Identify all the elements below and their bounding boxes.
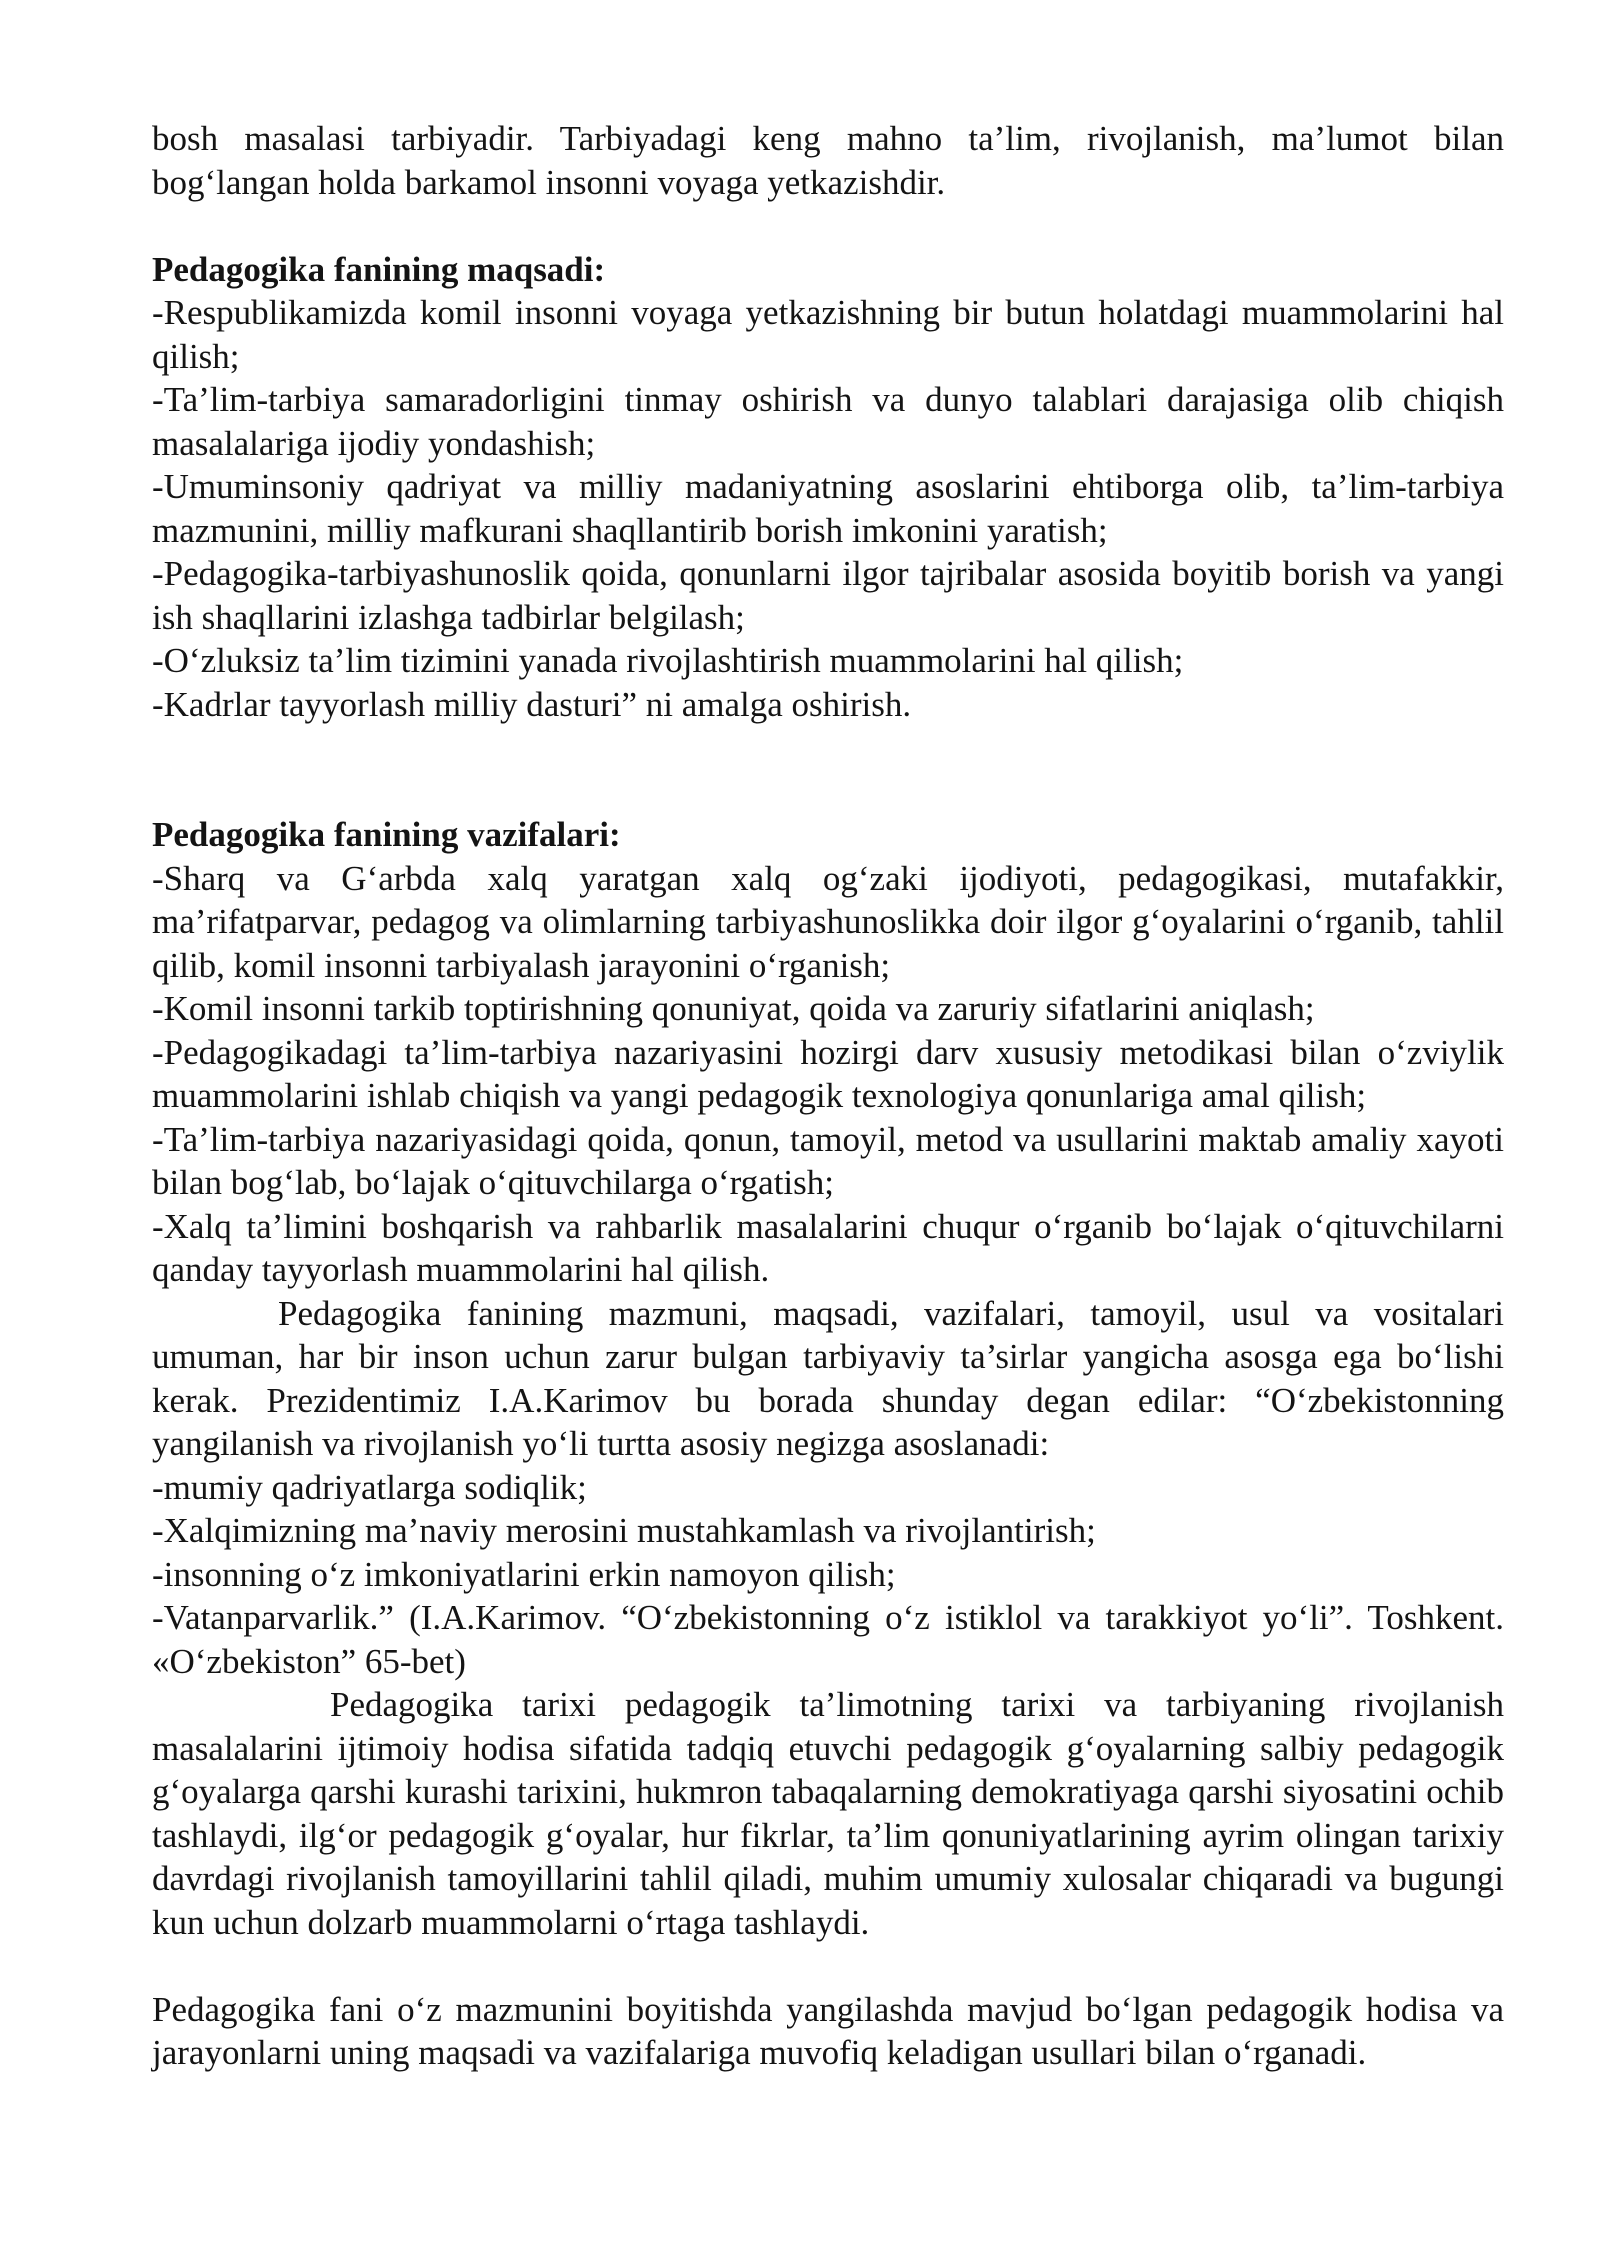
final-paragraph: Pedagogika fani o‘z mazmunini boyitishda yangilashda mavjud bo‘lgan pedagogik hodisa va jarayonlarni uning maqsadi va vazifalariga muvofiq keladigan usullari bilan o‘rganadi. bbox=[152, 1989, 1504, 2072]
goal-item: -Pedagogika-tarbiyashunoslik qoida, qonunlarni ilgor tajribalar asosida boyitib borish va yangi ish shaqllarini izlashga tadbirlar belgilash; bbox=[152, 554, 1504, 637]
foundation-item: -mumiy qadriyatlarga sodiqlik; bbox=[152, 1467, 587, 1507]
spacer bbox=[152, 1944, 1504, 1988]
spacer bbox=[152, 204, 1504, 248]
task-item: -Pedagogikadagi ta’lim-tarbiya nazariyasini hozirgi darv xususiy metodikasi bilan o‘zviylik muammolarini ishlab chiqish va yangi pedagogik texnologiya qonunlariga amal qilish; bbox=[152, 1032, 1504, 1115]
tasks-section bbox=[152, 813, 1504, 1292]
content-paragraph: Pedagogika fanining mazmuni, maqsadi, vazifalari, tamoyil, usul va vositalari umuman, har bir inson uchun zarur bulgan tarbiyaviy ta’sirlar yangicha asosga ega bo‘lishi kerak. Prezidentimiz I.A.Karimov bu borada shunday degan edilar: “O‘zbekistonning yangilanish va rivojlanish yo‘li turtta asosiy negizga asoslanadi: bbox=[152, 1293, 1504, 1463]
goal-item: -Kadrlar tayyorlash milliy dasturi” ni amalga oshirish. bbox=[152, 684, 912, 724]
goals-heading: Pedagogika fanining maqsadi: bbox=[152, 249, 606, 289]
goals-section bbox=[152, 248, 1504, 727]
task-item: -Ta’lim-tarbiya nazariyasidagi qoida, qonun, tamoyil, metod va usullarini maktab amaliy xayoti bilan bog‘lab, bo‘lajak o‘qituvchilarga o‘rgatish; bbox=[152, 1119, 1504, 1202]
foundation-item: -insonning o‘z imkoniyatlarini erkin namoyon qilish; bbox=[152, 1554, 896, 1594]
intro-paragraph: bosh masalasi tarbiyadir. Tarbiyadagi keng mahno ta’lim, rivojlanish, ma’lumot bilan bog‘langan holda barkamol insonni voyaga yetkazishdir. bbox=[152, 119, 1504, 202]
history-paragraph: Pedagogika tarixi pedagogik ta’limotning tarixi va tarbiyaning rivojlanish masalalarini ijtimoiy hodisa sifatida tadqiq etuvchi pedagogik g‘oyalarning salbiy pedagogik g‘oyalarga qarshi kurashi tarixini, hukmron tabaqalarning demokratiyaga qarshi siyosatini ochib tashlaydi, ilg‘or pedagogik g‘oyalar, hur fikrlar, ta’lim qonuniyatlarining ayrim olingan tarixiy davrdagi rivojlanish tamoyillarini tahlil qiladi, muhim umumiy xulosalar chiqaradi va bugungi kun uchun dolzarb muammolarni o‘rtaga tashlaydi. bbox=[152, 1685, 1504, 1942]
task-item: -Xalq ta’limini boshqarish va rahbarlik masalalarini chuqur o‘rganib bo‘lajak o‘qituvchilarni qanday tayyorlash muammolarini hal qilish. bbox=[152, 1206, 1504, 1289]
tasks-heading: Pedagogika fanining vazifalari: bbox=[152, 815, 621, 854]
page-content bbox=[152, 117, 1504, 2075]
goal-item: -Respublikamizda komil insonni voyaga yetkazishning bir butun holatdagi muammolarini hal qilish; bbox=[152, 293, 1504, 376]
task-item: -Sharq va G‘arbda xalq yaratgan xalq og‘zaki ijodiyoti, pedagogikasi, mutafakkir, ma’rifatparvar, pedagog va olimlarning tarbiyashunoslikka doir ilgor g‘oyalarini o‘rganib, tahlil qilib, komil insonni tarbiyalash jarayonini o‘rganish; bbox=[152, 858, 1504, 985]
goal-item: -Umuminsoniy qadriyat va milliy madaniyatning asoslarini ehtiborga olib, ta’lim-tarbiya mazmunini, milliy mafkurani shaqllantirib borish imkonini yaratish; bbox=[152, 467, 1504, 550]
task-item: -Komil insonni tarkib toptirishning qonuniyat, qoida va zaruriy sifatlarini aniqlash; bbox=[152, 989, 1315, 1028]
foundations-list bbox=[152, 1466, 1504, 1597]
foundation-item: -Xalqimizning ma’naviy merosini mustahkamlash va rivojlantirish; bbox=[152, 1511, 1096, 1550]
spacer bbox=[152, 726, 1504, 813]
goal-item: -O‘zluksiz ta’lim tizimini yanada rivojlashtirish muammolarini hal qilish; bbox=[152, 641, 1184, 680]
goal-item: -Ta’lim-tarbiya samaradorligini tinmay oshirish va dunyo talablari darajasiga olib chiqish masalalariga ijodiy yondashish; bbox=[152, 380, 1504, 463]
patriotism-citation: -Vatanparvarlik.” (I.A.Karimov. “O‘zbekistonning o‘z istiklol va tarakkiyot yo‘li”. Toshkent. «O‘zbekiston” 65-bet) bbox=[152, 1598, 1504, 1681]
